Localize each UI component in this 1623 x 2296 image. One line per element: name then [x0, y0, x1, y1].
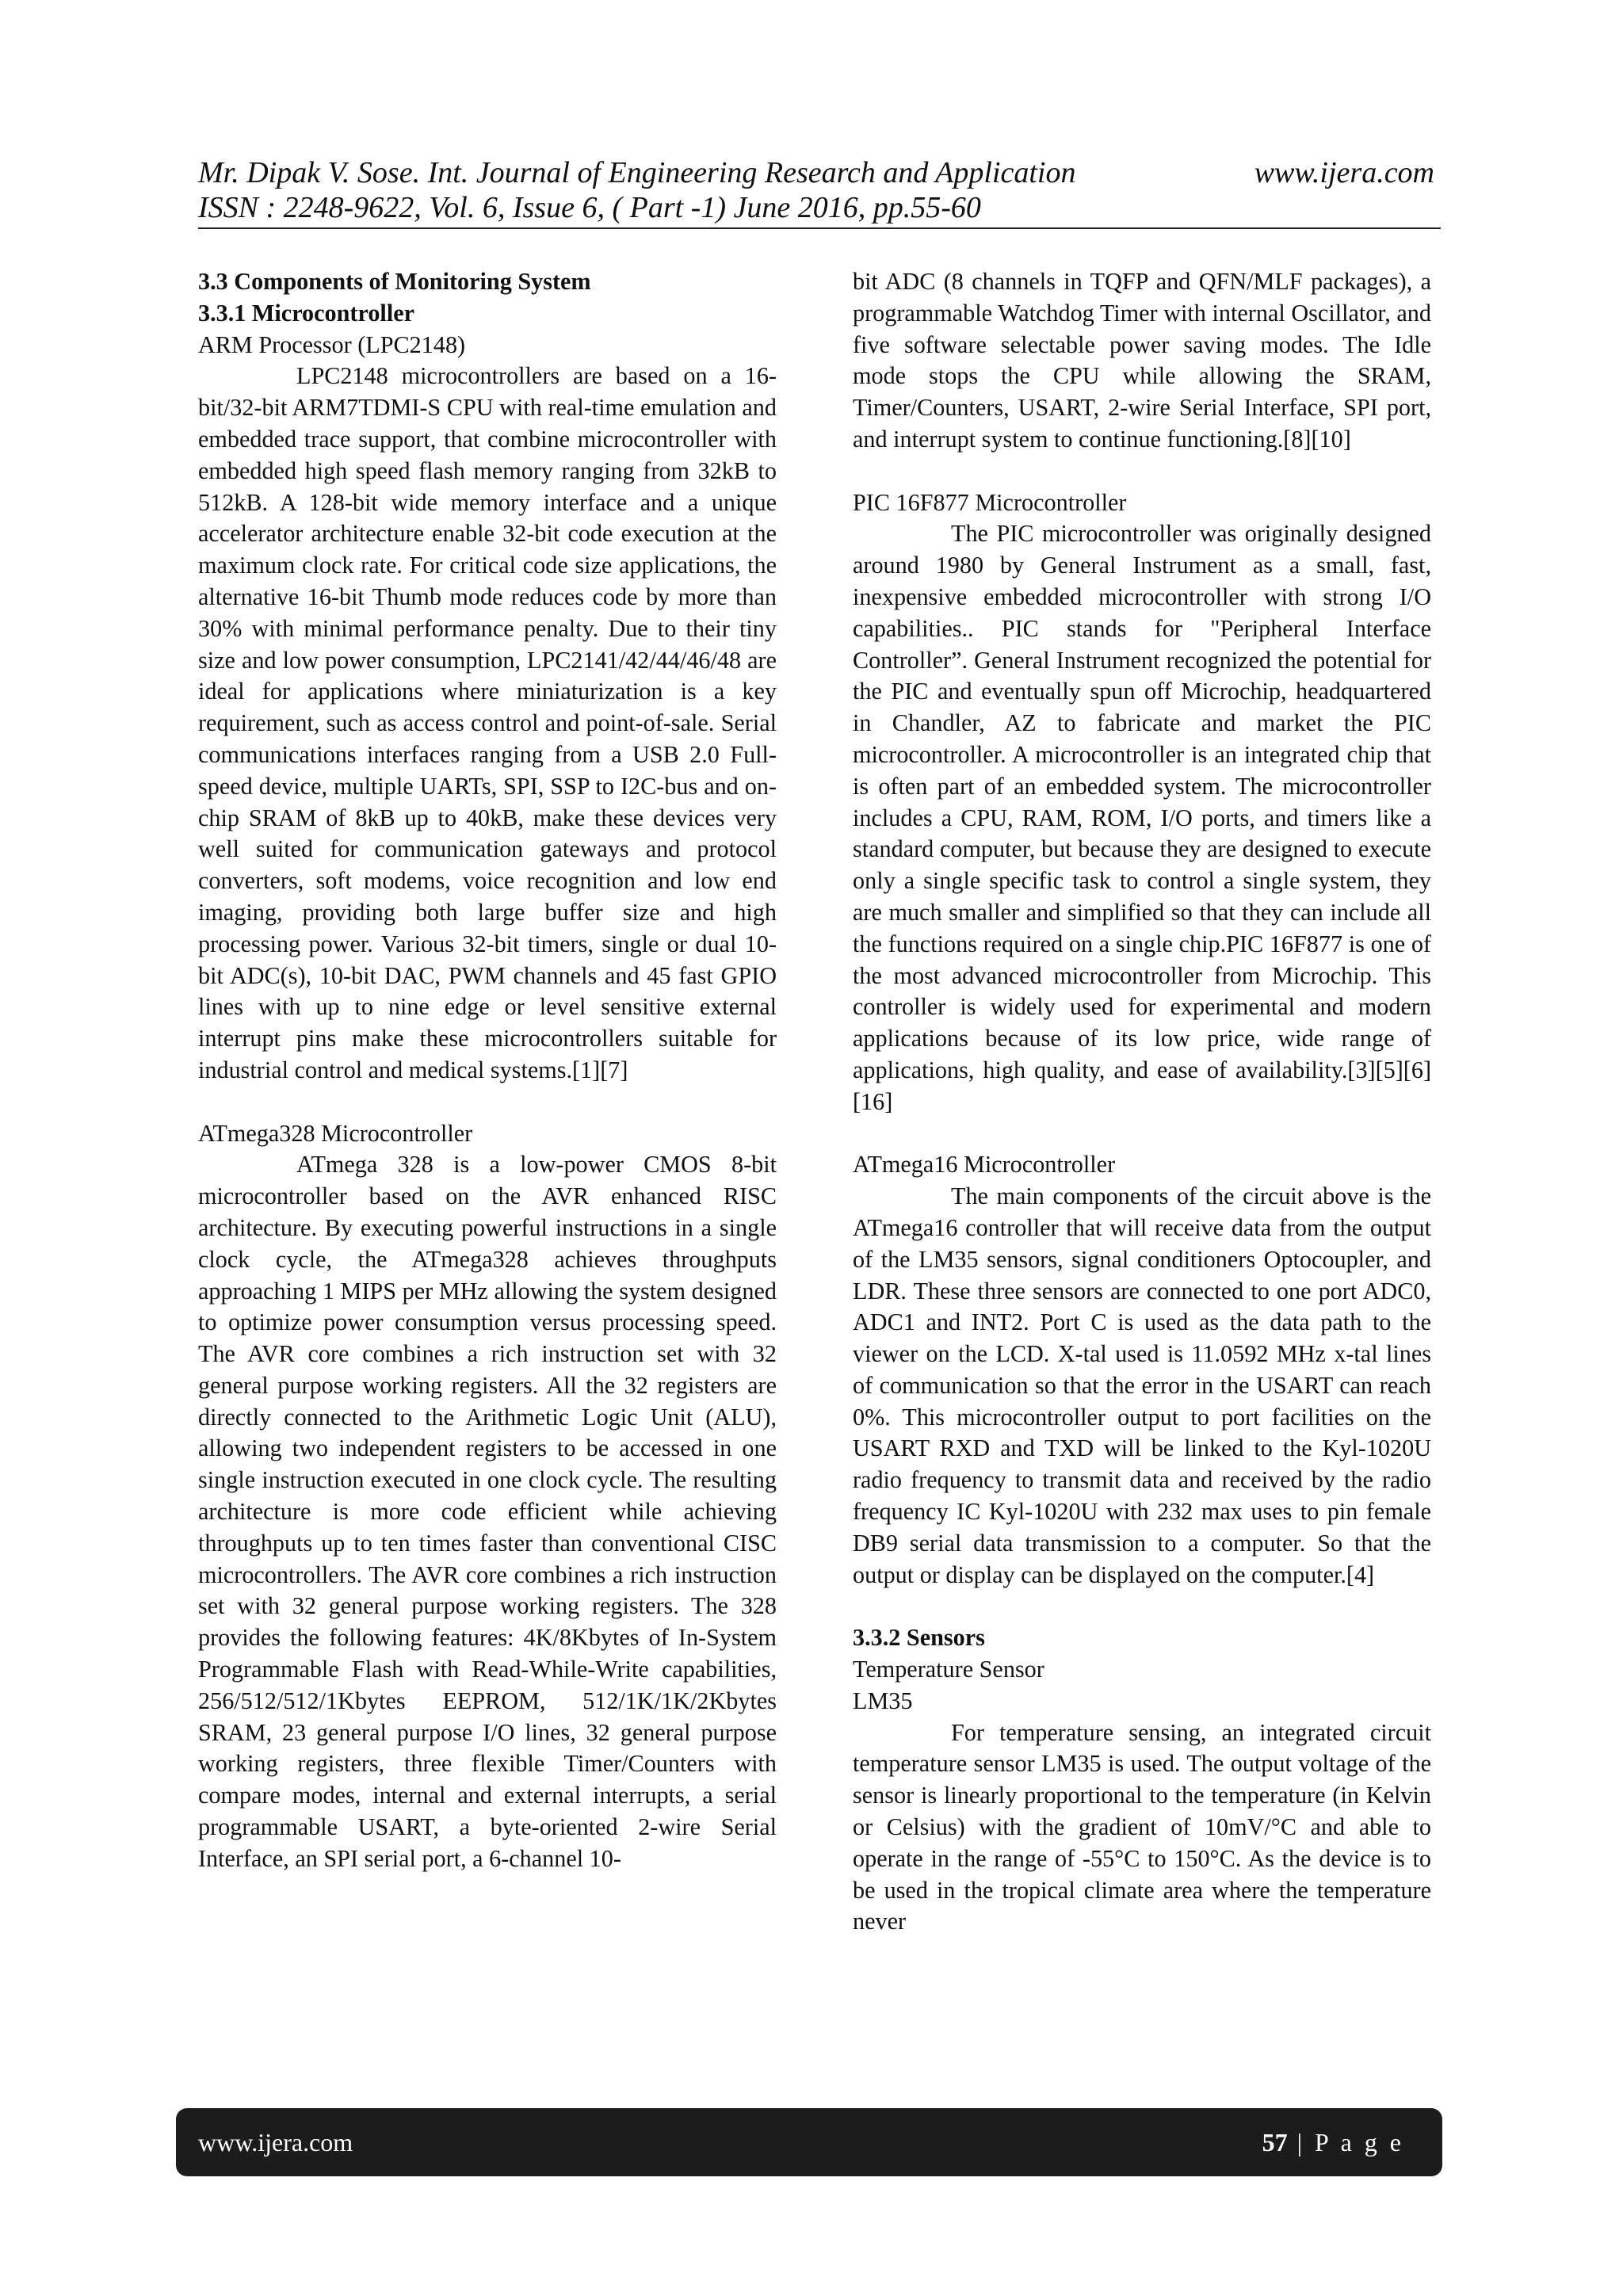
- atmega328-title: ATmega328 Microcontroller: [198, 1119, 473, 1147]
- right-column: [853, 266, 1431, 1938]
- header-website[interactable]: www.ijera.com: [1254, 156, 1434, 189]
- pic-paragraph: The PIC microcontroller was originally designed around 1980 by General Instrument as a small, fast, inexpensive embedded microcontroller with strong I/O capabilities.. PIC stands for "Peripheral Interface Controller”. General Instrument recognized the potential for the PIC and eventually spun off Microchip, headquartered in Chandler, AZ to fabricate and market the PIC microcontroller. A microcontroller is an integrated chip that is often part of an embedded system. The microcontroller includes a CPU, RAM, ROM, I/O ports, and timers like a standard computer, but because they are designed to execute only a single specific task to control a single system, they are much smaller and simplified so that they can include all the functions required on a single chip.PIC 16F877 is one of the most advanced microcontroller from Microchip. This controller is widely used for experimental and modern applications because of its low price, wide range of applications, high quality, and ease of availability.[3][5][6][16]: [853, 520, 1431, 1115]
- atmega328-continuation: bit ADC (8 channels in TQFP and QFN/MLF packages), a programmable Watchdog Timer with internal Oscillator, and five software selectable power saving modes. The Idle mode stops the CPU while allowing the SRAM, Timer/Counters, USART, 2-wire Serial Interface, SPI port, and interrupt system to continue functioning.[8][10]: [853, 268, 1431, 453]
- page-number-label: [1262, 2128, 1404, 2157]
- subsection-heading-microcontroller: 3.3.1 Microcontroller: [198, 299, 414, 327]
- left-column: [198, 266, 777, 1875]
- atmega328-paragraph: ATmega 328 is a low-power CMOS 8-bit microcontroller based on the AVR enhanced RISC architecture. By executing powerful instructions in a single clock cycle, the ATmega328 achieves throughputs approaching 1 MIPS per MHz allowing the system designed to optimize power consumption versus processing speed. The AVR core combines a rich instruction set with 32 general purpose working registers. All the 32 registers are directly connected to the Arithmetic Logic Unit (ALU), allowing two independent registers to be accessed in one single instruction executed in one clock cycle. The resulting architecture is more code efficient while achieving throughputs up to ten times faster than conventional CISC microcontrollers. The AVR core combines a rich instruction set with 32 general purpose working registers. The 328 provides the following features: 4K/8Kbytes of In-System Programmable Flash with Read-While-Write capabilities, 256/512/512/1Kbytes EEPROM, 512/1K/1K/2Kbytes SRAM, 23 general purpose I/O lines, 32 general purpose working registers, three flexible Timer/Counters with compare modes, internal and external interrupts, a serial programmable USART, a byte-oriented 2-wire Serial Interface, an SPI serial port, a 6-channel 10-: [198, 1151, 777, 1872]
- spacer: [853, 456, 1431, 487]
- header-citation: Mr. Dipak V. Sose. Int. Journal of Engineering Research and Application: [198, 156, 1076, 189]
- temperature-sensor-title: Temperature Sensor: [853, 1656, 1044, 1683]
- page-footer: [176, 2108, 1442, 2176]
- arm-title: ARM Processor (LPC2148): [198, 330, 466, 358]
- sensors-heading: 3.3.2 Sensors: [853, 1624, 985, 1652]
- page-number: 57: [1262, 2127, 1288, 2157]
- spacer: [198, 1087, 777, 1118]
- atmega16-title: ATmega16 Microcontroller: [853, 1151, 1116, 1179]
- arm-paragraph: LPC2148 microcontrollers are based on a 16-bit/32-bit ARM7TDMI-S CPU with real-time emulation and embedded trace support, that combine microcontroller with embedded high speed flash memory ranging from 32kB to 512kB. A 128-bit wide memory interface and a unique accelerator architecture enable 32-bit code execution at the maximum clock rate. For critical code size applications, the alternative 16-bit Thumb mode reduces code by more than 30% with minimal performance penalty. Due to their tiny size and low power consumption, LPC2141/42/44/46/48 are ideal for applications where miniaturization is a key requirement, such as access control and point-of-sale. Serial communications interfaces ranging from a USB 2.0 Full-speed device, multiple UARTs, SPI, SSP to I2C-bus and on-chip SRAM of 8kB up to 40kB, make these devices very well suited for communication gateways and protocol converters, soft modems, voice recognition and low end imaging, providing both large buffer size and high processing power. Various 32-bit timers, single or dual 10-bit ADC(s), 10-bit DAC, PWM channels and 45 fast GPIO lines with up to nine edge or level sensitive external interrupt pins make these microcontrollers suitable for industrial control and medical systems.[1][7]: [198, 362, 777, 1083]
- section-heading: 3.3 Components of Monitoring System: [198, 268, 591, 295]
- spacer: [853, 1118, 1431, 1150]
- spacer: [853, 1591, 1431, 1622]
- footer-website[interactable]: www.ijera.com: [198, 2127, 353, 2157]
- header-rule: [198, 227, 1441, 229]
- lm35-paragraph: For temperature sensing, an integrated circuit temperature sensor LM35 is used. The output voltage of the sensor is linearly proportional to the temperature (in Kelvin or Celsius) with the gradient of 10mV/°C and able to operate in the range of -55°C to 150°C. As the device is to be used in the tropical climate area where the temperature never: [853, 1718, 1431, 1935]
- running-header: [198, 155, 1434, 225]
- page-label: | P a g e: [1287, 2127, 1404, 2157]
- pic-title: PIC 16F877 Microcontroller: [853, 488, 1127, 516]
- header-issn: ISSN : 2248-9622, Vol. 6, Issue 6, ( Part -1) June 2016, pp.55-60: [198, 191, 981, 224]
- lm35-title: LM35: [853, 1687, 913, 1714]
- atmega16-paragraph: The main components of the circuit above is the ATmega16 controller that will receive data from the output of the LM35 sensors, signal conditioners Optocoupler, and LDR. These three sensors are connected to one port ADC0, ADC1 and INT2. Port C is used as the data path to the viewer on the LCD. X-tal used is 11.0592 MHz x-tal lines of communication so that the error in the USART can reach 0%. This microcontroller output to port facilities on the USART RXD and TXD will be linked to the Kyl-1020U radio frequency to transmit data and received by the radio frequency IC Kyl-1020U with 232 max uses to pin female DB9 serial data transmission to a computer. So that the output or display can be displayed on the computer.[4]: [853, 1182, 1431, 1588]
